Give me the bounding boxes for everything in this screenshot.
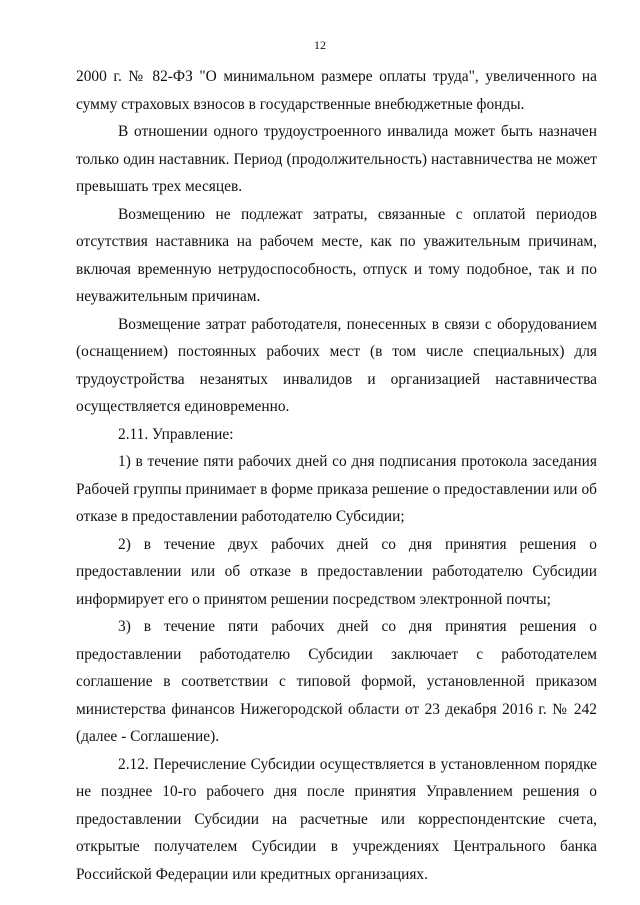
- paragraph-continuation: 2000 г. № 82-ФЗ "О минимальном размере оплаты труда", увеличенного на сумму страховых взносов в государственные внебюджетные фонды.: [76, 68, 597, 113]
- list-item-3: 3) в течение пяти рабочих дней со дня принятия решения о предоставлении работодателю Субсидии заключает с работодателем соглашение в соответствии с типовой формой, установленной приказом министерства финансов Нижегородской области от 23 декабря 2016 г. № 242 (далее - Соглашение).: [76, 618, 597, 745]
- paragraph-mentor-limit: В отношении одного трудоустроенного инвалида может быть назначен только один наставник. Период (продолжительность) наставничества не может превышать трех месяцев.: [76, 123, 597, 195]
- list-item-2: 2) в течение двух рабочих дней со дня принятия решения о предоставлении или об отказе в предоставлении работодателю Субсидии информирует его о принятом решении посредством электронной почты;: [76, 535, 597, 608]
- paragraph-one-time-reimbursement: Возмещение затрат работодателя, понесенных в связи с оборудованием (оснащением) постоянных рабочих мест (в том числе специальных) для трудоустройства незанятых инвалидов и организацией наставничества осуществляется единовременно.: [76, 315, 597, 415]
- document-body: [76, 63, 597, 888]
- section-heading-2-11: 2.11. Управление:: [118, 425, 234, 443]
- page-number: 12: [314, 38, 326, 52]
- section-2-12: 2.12. Перечисление Субсидии осуществляется в установленном порядке не позднее 10-го рабочего дня после принятия Управлением решения о предоставлении Субсидии на расчетные или корреспондентские счета, открытые получателем Субсидии в учреждениях Центрального банка Российской Федерации или кредитных организациях.: [76, 755, 597, 883]
- paragraph-non-reimbursable-costs: Возмещению не подлежат затраты, связанные с оплатой периодов отсутствия наставника на рабочем месте, как по уважительным причинам, включая временную нетрудоспособность, отпуск и тому подобное, так и по неуважительным причинам.: [76, 205, 597, 305]
- list-item-1: 1) в течение пяти рабочих дней со дня подписания протокола заседания Рабочей группы принимает в форме приказа решение о предоставлении или об отказе в предоставлении работодателю Субсидии;: [76, 453, 597, 525]
